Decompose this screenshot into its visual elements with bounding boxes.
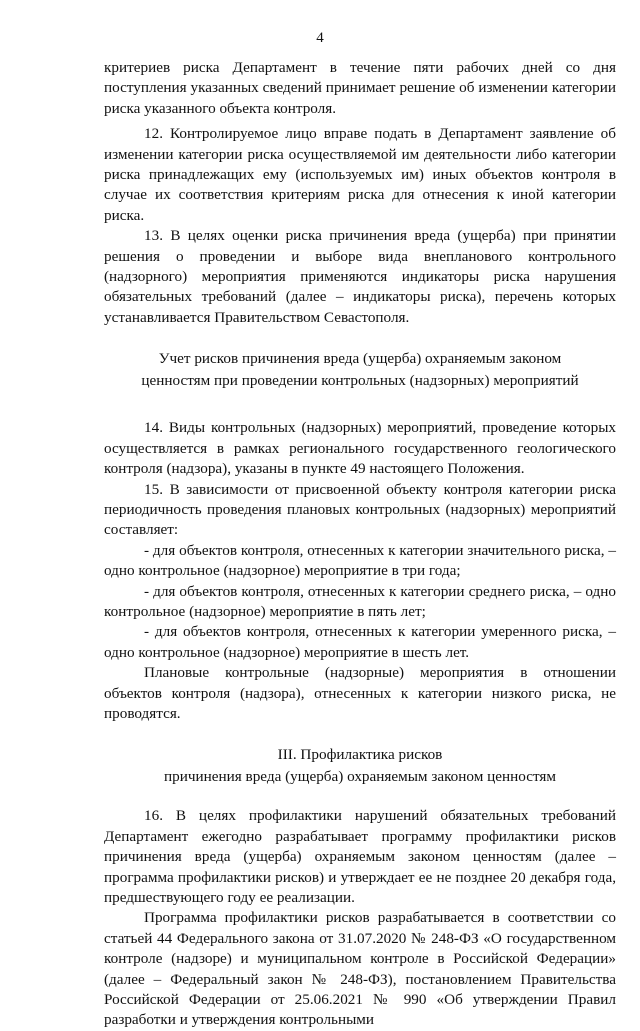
section-heading-prevention-line2: причинения вреда (ущерба) охраняемым законом ценностям bbox=[164, 768, 556, 786]
section-heading-prevention-line1: III. Профилактика рисков bbox=[277, 746, 443, 764]
list-item-moderate-risk: - для объектов контроля, отнесенных к категории умеренного риска, – одно контрольное (надзорное) мероприятие в шесть лет. bbox=[104, 623, 616, 661]
page-number: 4 bbox=[316, 30, 324, 46]
section-heading-risk-accounting-line1: Учет рисков причинения вреда (ущерба) охраняемым законом bbox=[158, 350, 562, 368]
paragraph-15: 15. В зависимости от присвоенной объекту контроля категории риска периодичность проведения плановых контрольных (надзорных) мероприятий составляет: bbox=[104, 480, 616, 539]
list-item-medium-risk: - для объектов контроля, отнесенных к категории среднего риска, – одно контрольное (надзорное) мероприятие в пять лет; bbox=[104, 582, 616, 620]
paragraph-16: 16. В целях профилактики нарушений обязательных требований Департамент ежегодно разрабатывает программу профилактики рисков причинения вреда (ущерба) охраняемым законом ценностям (далее – программа профилактики рисков) и утверждает ее не позднее 20 декабря года, предшествующего году ее реализации. bbox=[104, 807, 616, 906]
paragraph-15-low-risk: Плановые контрольные (надзорные) мероприятия в отношении объектов контроля (надзора), отнесенных к категории низкого риска, не проводятся. bbox=[104, 664, 616, 722]
paragraph-12: 12. Контролируемое лицо вправе подать в Департамент заявление об изменении категории риска осуществляемой им деятельности либо категории риска принадлежащих ему (используемых им) иных объектов контроля в случае их соответствия критериям риска для отнесения к иной категории риска. bbox=[104, 125, 616, 224]
paragraph-continuation: критериев риска Департамент в течение пяти рабочих дней со дня поступления указанных сведений принимает решение об изменении категории риска указанного объекта контроля. bbox=[104, 59, 616, 117]
paragraph-14: 14. Виды контрольных (надзорных) мероприятий, проведение которых осуществляется в рамках регионального государственного геологического контроля (надзора), указаны в пункте 49 настоящего Положения. bbox=[104, 419, 616, 478]
list-item-significant-risk: - для объектов контроля, отнесенных к категории значительного риска, – одно контрольное (надзорное) мероприятие в три года; bbox=[104, 541, 616, 580]
document-body bbox=[104, 58, 616, 1031]
paragraph-16-program: Программа профилактики рисков разрабатывается в соответствии со статьей 44 Федерального закона от 31.07.2020 № 248-ФЗ «О государственном контроле (надзоре) и муниципальном контроле в Российской Федерации» (далее – Федеральный закон № 248-ФЗ), постановлением Правительства Российской Федерации от 25.06.2021 № 990 «Об утверждении Правил разработки и утверждения контрольными bbox=[104, 909, 616, 1029]
paragraph-13: 13. В целях оценки риска причинения вреда (ущерба) при принятии решения о проведении и выборе вида внепланового контрольного (надзорного) мероприятия применяются индикаторы риска нарушения обязательных требований (далее – индикаторы риска), перечень которых устанавливается Правительством Севастополя. bbox=[104, 227, 616, 326]
section-heading-risk-accounting-line2: ценностям при проведении контрольных (надзорных) мероприятий bbox=[141, 372, 579, 390]
